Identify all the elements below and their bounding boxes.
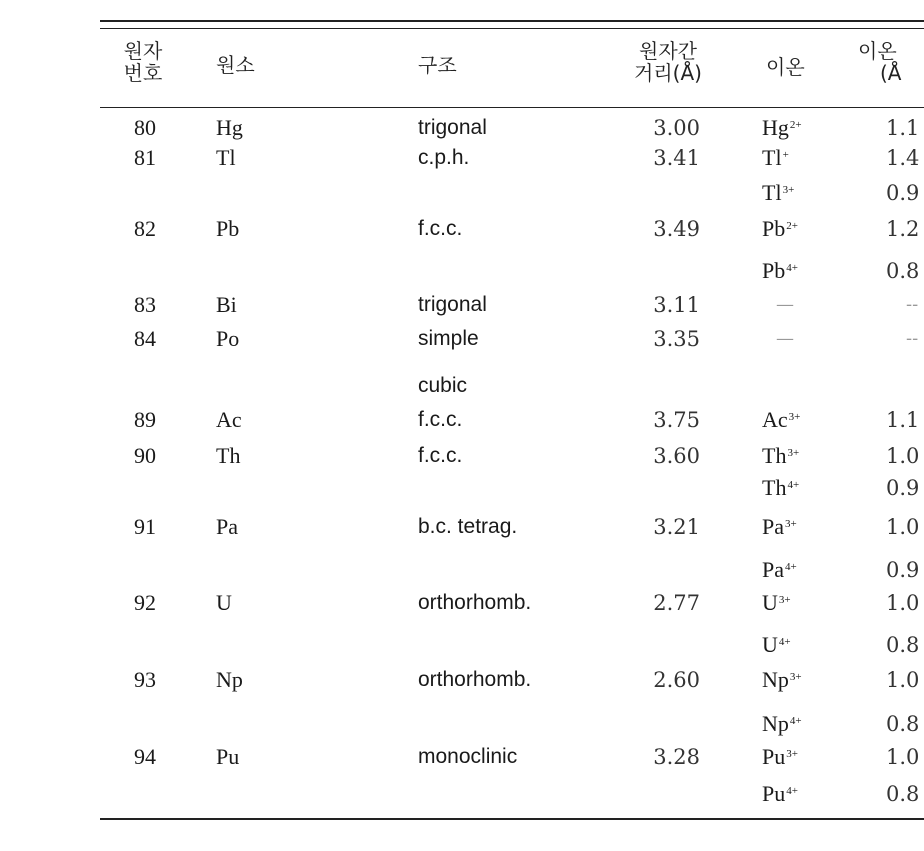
- structure-cell: trigonal: [418, 293, 487, 316]
- distance-cell: 2.60: [653, 668, 700, 692]
- atomic-number-cell: 93: [134, 667, 156, 692]
- ionic-radius-cell: 1.2: [886, 217, 920, 241]
- atomic-number-cell: 82: [134, 216, 156, 241]
- structure-cell: f.c.c.: [418, 444, 463, 467]
- ionic-radius-cell: 0.9: [886, 476, 920, 500]
- header-ionic-radius: 이온 (Å: [858, 39, 902, 85]
- atomic-number-cell: 89: [134, 407, 156, 432]
- structure-cell: f.c.c.: [418, 408, 463, 431]
- distance-cell: 2.77: [653, 591, 700, 615]
- structure-cell: trigonal: [418, 116, 487, 139]
- ion-cell: $U^{4+}$: [762, 632, 791, 657]
- atomic-number-cell: 90: [134, 443, 156, 468]
- structure-cell: orthorhomb.: [418, 591, 532, 614]
- header-structure: 구조: [418, 53, 457, 77]
- ion-charge: 3+: [789, 671, 802, 683]
- atomic-number-cell: 91: [134, 514, 156, 539]
- ionic-radius-cell: 0.8: [886, 633, 920, 657]
- header-ion: 이온: [766, 55, 805, 79]
- ion-cell: $Tl^{3+}$: [762, 180, 795, 205]
- ion-charge: 4+: [786, 785, 798, 797]
- ionic-radius-cell: 1.0: [886, 444, 920, 468]
- ion-charge: 3+: [785, 518, 797, 530]
- structure-cell: c.p.h.: [418, 146, 470, 169]
- element-cell: Bi: [216, 292, 237, 317]
- ion-charge: 4+: [787, 479, 800, 491]
- structure-cell: orthorhomb.: [418, 668, 532, 691]
- ion-cell: $Pu^{4+}$: [762, 781, 798, 806]
- structure-cell: monoclinic: [418, 745, 518, 768]
- ionic-radius-cell: 0.8: [886, 259, 920, 283]
- element-cell: U: [216, 590, 232, 615]
- ion-charge: 3+: [786, 748, 798, 760]
- structure-cell: simple: [418, 327, 479, 350]
- atomic-number-cell: 92: [134, 590, 156, 615]
- header-atomic-number: 원자 번호: [123, 39, 163, 85]
- ion-cell: —: [776, 294, 794, 315]
- distance-cell: 3.49: [653, 217, 700, 241]
- ionic-radius-cell: 0.9: [886, 181, 920, 205]
- ion-cell: $Np^{4+}$: [762, 711, 802, 736]
- ion-cell: $Th^{4+}$: [762, 475, 800, 500]
- element-cell: Np: [216, 667, 243, 692]
- ion-cell: $Np^{3+}$: [762, 667, 802, 692]
- distance-cell: 3.11: [653, 293, 700, 317]
- distance-cell: 3.60: [653, 444, 700, 468]
- distance-cell: 3.28: [653, 745, 700, 769]
- distance-cell: 3.75: [653, 408, 700, 432]
- distance-cell: 3.41: [653, 146, 700, 170]
- distance-cell: 3.35: [653, 327, 700, 351]
- atomic-number-cell: 94: [134, 744, 156, 769]
- element-cell: Pu: [216, 744, 240, 769]
- ionic-radius-cell: 1.0: [886, 515, 920, 539]
- table-top-rule-thin: [100, 28, 924, 29]
- ion-charge: +: [782, 149, 789, 161]
- ionic-radius-cell: 0.8: [886, 712, 920, 736]
- ion-charge: 3+: [778, 594, 791, 606]
- ion-charge: 3+: [782, 184, 795, 196]
- element-cell: Po: [216, 326, 240, 351]
- ion-cell: $U^{3+}$: [762, 590, 791, 615]
- atomic-number-cell: 84: [134, 326, 156, 351]
- ion-cell: $Pa^{4+}$: [762, 557, 797, 582]
- table-header-rule: [100, 107, 924, 108]
- ionic-radius-cell: 1.0: [886, 591, 920, 615]
- ion-cell: —: [776, 328, 794, 349]
- ion-cell: $Pa^{3+}$: [762, 514, 797, 539]
- ionic-radius-cell: 0.8: [886, 782, 920, 806]
- ion-charge: 4+: [786, 262, 798, 274]
- ion-charge: 3+: [787, 447, 800, 459]
- ion-cell: $Pu^{3+}$: [762, 744, 798, 769]
- ion-charge: 2+: [786, 220, 798, 232]
- ion-cell: Tl+: [762, 145, 789, 170]
- ion-charge: 4+: [789, 715, 802, 727]
- ion-charge: 2+: [789, 119, 802, 131]
- distance-cell: 3.21: [653, 515, 700, 539]
- ionic-radius-cell: --: [906, 328, 919, 349]
- element-cell: Pb: [216, 216, 240, 241]
- atomic-number-cell: 81: [134, 145, 156, 170]
- ionic-radius-cell: 1.4: [886, 146, 920, 170]
- distance-cell: 3.00: [653, 116, 700, 140]
- atomic-number-cell: 83: [134, 292, 156, 317]
- ion-cell: $Pb^{4+}$: [762, 258, 798, 283]
- ionic-radius-cell: --: [906, 294, 919, 315]
- ion-charge: 4+: [785, 561, 797, 573]
- ionic-radius-cell: 1.1: [886, 408, 920, 432]
- element-cell: Pa: [216, 514, 238, 539]
- element-cell: Tl: [216, 145, 236, 170]
- element-cell: Ac: [216, 407, 242, 432]
- ion-cell: $Ac^{3+}$: [762, 407, 801, 432]
- element-cell: Hg: [216, 115, 243, 140]
- table-top-rule: [100, 20, 924, 22]
- ion-cell: $Pb^{2+}$: [762, 216, 798, 241]
- ionic-radius-cell: 1.0: [886, 745, 920, 769]
- header-interatomic-distance: 원자간 거리(Å): [634, 39, 702, 85]
- ionic-radius-cell: 0.9: [886, 558, 920, 582]
- table-bottom-rule: [100, 818, 924, 820]
- structure-cell: f.c.c.: [418, 217, 463, 240]
- ion-cell: $Hg^{2+}$: [762, 115, 802, 140]
- structure-cell: cubic: [418, 374, 468, 397]
- ionic-radius-cell: 1.1: [886, 116, 920, 140]
- structure-cell: b.c. tetrag.: [418, 515, 518, 538]
- element-cell: Th: [216, 443, 241, 468]
- header-element: 원소: [216, 53, 255, 77]
- ionic-radius-cell: 1.0: [886, 668, 920, 692]
- ion-charge: 3+: [788, 411, 801, 423]
- atomic-number-cell: 80: [134, 115, 156, 140]
- ion-cell: $Th^{3+}$: [762, 443, 800, 468]
- ion-charge: 4+: [778, 636, 791, 648]
